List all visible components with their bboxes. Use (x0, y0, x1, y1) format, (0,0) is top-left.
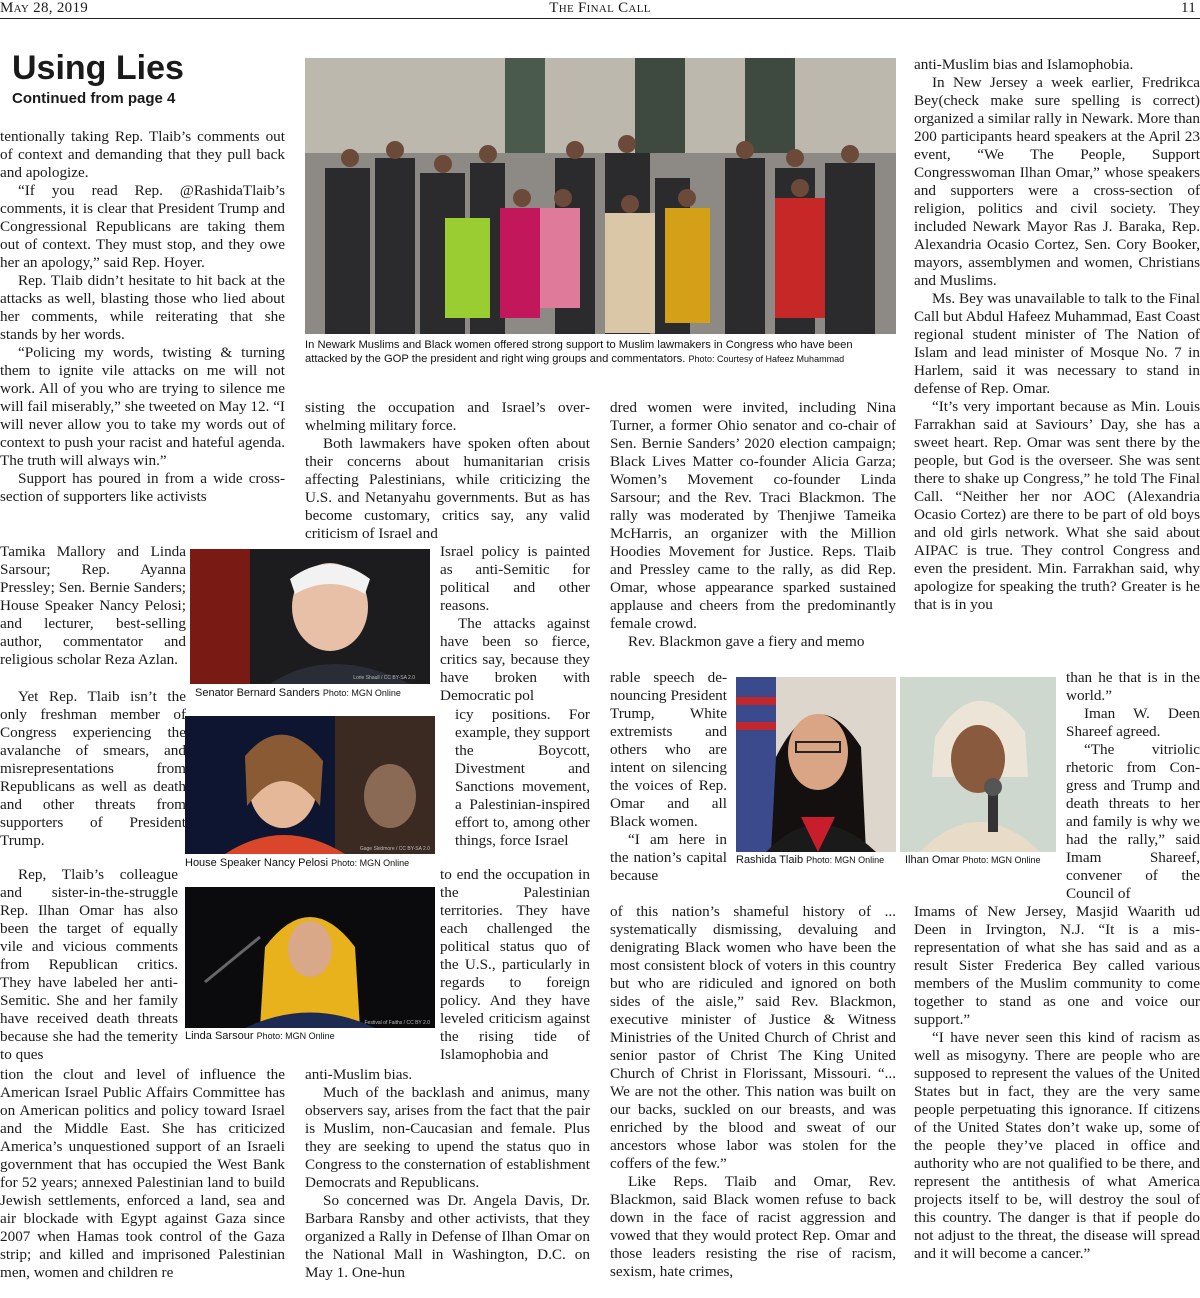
col1-paragraph: “If you read Rep. @RashidaTlaib’s comments, it is clear that President Trump and Congressional Republicans are taking them out of context. They must stop, and they owe her an apology,” said Rep. Hoyer. (0, 182, 285, 271)
photo-rashida-tlaib (736, 677, 896, 852)
col2-paragraph: icy positions. For example, they support the Boycott, Divestment and Sanctions movement, a Palestinian-inspired effort to, among other things, force Israel (455, 706, 590, 849)
omar-caption (905, 854, 1065, 867)
column-4-bottom (914, 903, 1200, 1298)
column-2-beside-sanders (440, 543, 590, 713)
column-4-beside-omar (1066, 669, 1200, 904)
col1-paragraph: Yet Rep. Tlaib isn’t the only freshman member of Congress experiencing the avalanche of smears, and misrepresentations from Republicans as well as death and other threats from supporters of President Trump. (0, 688, 186, 849)
sarsour-caption-text: Linda Sarsour (185, 1030, 254, 1042)
main-photo-newark-rally (305, 58, 896, 334)
col3-paragraph: “I am here in the nation’s capital because (610, 831, 727, 884)
sarsour-credit: Photo: MGN Online (256, 1031, 335, 1041)
col2-paragraph: Israel policy is painted as anti-Semitic for political and other reasons. (440, 543, 590, 614)
col1-paragraph: tentionally taking Rep. Tlaib’s comments out of context and demanding that they pull back and apologize. (0, 128, 285, 181)
column-2-bottom (305, 1066, 590, 1298)
sanders-caption-text: Senator Bernard Sanders (195, 687, 320, 699)
page-number: 11 (1180, 0, 1196, 16)
col3-paragraph: dred women were invited, including Nina Turner, a former Ohio senator and co-chair of Sen. Bernie Sanders’ 2020 election campaign; Black Lives Matter co-founder Alicia Garza; Women’s Movement co-founder Linda Sarsour; and the Rev. Traci Blackmon. The rally was moderated by Thenjiwe Tameika McHarris, an organizer with the Million Hoodies Movement for Justice. Reps. Tlaib and Pressley came to the rally, as did Rep. Omar, whose appearance sparked sustained applause and cheers from the predominantly female crowd. (610, 399, 896, 632)
col1-paragraph: Rep, Tlaib’s colleague and sister-in-the-struggle Rep. Ilhan Omar has also been the target of equally vile and vicious comments from Republican critics. They have labeled her anti-Semitic. She and her family have received death threats because she had the temerity to ques (0, 866, 178, 1063)
tlaib-caption-text: Rashida Tlaib (736, 854, 804, 866)
pelosi-photo-watermark: Gage Skidmore / CC BY-SA 2.0 (359, 846, 430, 852)
column-1-bottom (0, 1066, 285, 1298)
issue-date: May 28, 2019 (0, 0, 89, 16)
col2-paragraph: The attacks against have been so fierce, critics say, because they have broken with Democratic pol (440, 615, 590, 704)
publication-name: The Final Call (549, 0, 651, 16)
column-2-beside-sarsour (440, 866, 590, 1066)
photo-ilhan-omar (900, 677, 1056, 852)
main-photo-credit: Photo: Courtesy of Hafeez Muhammad (688, 354, 845, 364)
column-3-top (610, 399, 896, 679)
column-1-beside-sarsour (0, 866, 178, 1071)
col2-paragraph: to end the occupation in the Palestinian territories. They have each challenged the political status quo of the U.S., particularly in regards to foreign policy. And they have leveled criticism against the rising tide of Islamophobia and (440, 866, 590, 1063)
sanders-credit: Photo: MGN Online (322, 688, 401, 698)
col4-paragraph: Iman W. Deen Shareef agreed. (1066, 705, 1200, 740)
column-4-top (914, 56, 1200, 671)
column-3-beside-tlaib (610, 669, 727, 904)
pelosi-credit: Photo: MGN Online (331, 858, 410, 868)
col4-paragraph: “The vitriolic rhetoric from Congress and Trump and death threats to her and family is why we had the rally,” said Imam Shareef, convener of the Council of (1066, 741, 1200, 902)
tlaib-caption (736, 854, 901, 867)
col3-paragraph: rable speech denouncing President Trump, White extremists and others who are intent on silencing the voices of Rep. Omar and all Black women. (610, 669, 727, 830)
col3-paragraph: Rev. Blackmon gave a fiery and memo (628, 633, 865, 650)
col2-paragraph: Both lawmakers have spoken often about their concerns about humanitarian crisis affecting Palestinians, while criticizing the U.S. and Netanyahu governments. But as has become customary, critics say, any valid criticism of Israel and (305, 435, 590, 542)
col2-paragraph: So concerned was Dr. Angela Davis, Dr. Barbara Ransby and other activists, that they organized a Rally in Defense of Ilhan Omar on the National Mall in Washington, D.C. on May 1. One-hun (305, 1192, 590, 1281)
col4-paragraph: In New Jersey a week earlier, Fredrikca Bey(check make sure spelling is correct) organized a similar rally in Newark. More than 200 participants heard speakers at the April 23 event, “We The People, Support Congresswoman Ilhan Omar,” whose speakers and supporters were a cross-section of religion, politics and civil society. They included Newark Mayor Ras J. Baraka, Rep. Alexandria Ocasio Cortez, Sen. Cory Booker, mayors, assemblymen and women, Christians and Muslims. (914, 74, 1200, 289)
continued-from: Continued from page 4 (12, 90, 176, 107)
col2-paragraph: Much of the backlash and animus, many observers say, arises from the fact that the pair is Muslim, non-Caucasian and female. Plus they are seeking to upend the status quo in Congress to the consternation of establishment Democrats and Republicans. (305, 1084, 590, 1191)
column-1-top (0, 128, 285, 548)
omar-caption-text: Ilhan Omar (905, 854, 960, 866)
col3-paragraph: of this nation’s shameful history of ... systematically dismissing, devaluing and denigrating Black women who have been the most consistent block of voters in this country but who are ridiculed and ignored on both sides of the aisle,” said Rev. Blackmon, executive minister of Justice & Witness Ministries of the United Church of Christ and senior pastor of Christ The King United Church of Christ in Florissant, Missouri. “... We are not the other. This nation was built on our backs, suckled on our breasts, and was enriched by the blood and sweat of our ancestors whose labor was stolen for the coffers of the few.” (610, 903, 896, 1172)
main-photo-caption (305, 338, 896, 366)
col1-paragraph: tion the clout and level of influence the American Israel Public Affairs Committee has on American politics and policy toward Israel and the Middle East. She has criticized America’s unquestioned support of an Israeli government that has occupied the West Bank for 52 years; annexed Palestinian land to build Jewish settlements, enforced a land, sea and air blockade with Egypt against Gaza since 2007 when Hamas took control of the Gaza strip; and killed and imprisoned Palestinian men, women and children re (0, 1066, 285, 1281)
tlaib-credit: Photo: MGN Online (806, 855, 885, 865)
col2-paragraph: anti-Muslim bias. (305, 1066, 413, 1083)
col1-paragraph: Rep. Tlaib didn’t hesitate to hit back at the attacks as well, blasting those who lied about her comments, while reiterating that she stands by her words. (0, 272, 285, 343)
headline: Using Lies (12, 49, 184, 87)
pelosi-caption (185, 857, 445, 870)
col4-paragraph: “I have never seen this kind of racism as well as misogyny. There are people who are supposed to represent the values of the United States but in fact, they are the very same people perpetuating this ignorance. If citizens of the United States don’t wake up, some of the people they’ve placed in office and authority who are not qualified to be there, and represent the antithesis of what America projects itself to be, will destroy the soul of this country. The danger is that if people do not adjust to the threat, the disease will spread and it will become a cancer.” (914, 1029, 1200, 1262)
sarsour-caption (185, 1030, 445, 1043)
photo-bernie-sanders (190, 549, 430, 684)
col3-paragraph: Like Reps. Tlaib and Omar, Rev. Blackmon, said Black women refuse to back down in the face of racist aggression and vowed that they would protect Rep. Omar and those leaders resisting the rise of racism, sexism, hate crimes, (610, 1173, 896, 1280)
col4-paragraph: “It’s very important because as Min. Louis Farrakhan said at Saviours’ Day, she has a sweet heart. Rep. Omar was sent there by the people, but God is the overseer. She was sent there to shake up Congress,” he told The Final Call. “Neither her nor AOC (Alexandria Ocasio Cortez) are there to be part of old boys and old girls network. What she said about AIPAC is true. They control Congress and even the president. Min. Farrakhan said, why apologize for speaking the truth? Greater is he that is in you (914, 398, 1200, 613)
col1-paragraph: “Policing my words, twisting & turning them to ignite vile attacks on me will not work. All of you who are trying to silence me will fail miserably,” she tweeted on May 12. “I will never allow you to take my words out of context to push your racist and hateful agenda. The truth will always win.” (0, 344, 285, 469)
main-photo-caption-text: In Newark Muslims and Black women offered strong support to Muslim lawmakers in Congress who have been attacked by the GOP the president and right wing groups and commentators. (305, 339, 853, 365)
photo-nancy-pelosi (185, 716, 435, 854)
column-1-beside-pelosi (0, 688, 186, 850)
omar-credit: Photo: MGN Online (962, 855, 1041, 865)
col2-paragraph: sisting the occupation and Israel’s overwhelming military force. (305, 399, 590, 434)
col4-paragraph: anti-Muslim bias and Islamophobia. (914, 56, 1134, 73)
sanders-caption (195, 687, 435, 700)
col4-paragraph: Imams of New Jersey, Masjid Waarith ud Deen in Irvington, N.J. “It is a misrepresentation of what she has said and as a result Sister Frederica Bey called various members of the Muslim community to come together to stand as one and voice our support.” (914, 903, 1200, 1028)
column-3-bottom (610, 903, 896, 1298)
col1-paragraph: Tamika Mallory and Linda Sarsour; Rep. Ayanna Pressley; Sen. Bernie Sanders; House Speaker Nancy Pelosi; and lecturer, best-selling author, commentator and religious scholar Reza Azlan. (0, 543, 186, 668)
sarsour-photo-watermark: Festival of Faiths / CC BY 2.0 (364, 1020, 430, 1026)
col1-paragraph: Support has poured in from a wide cross-section of supporters like activists (0, 470, 285, 505)
header-rule (0, 18, 1200, 19)
column-2-top (305, 399, 590, 549)
pelosi-caption-text: House Speaker Nancy Pelosi (185, 857, 329, 869)
photo-linda-sarsour (185, 887, 435, 1028)
col4-paragraph: Ms. Bey was unavailable to talk to the Final Call but Abdul Hafeez Muhammad, East Coast regional student minister of The Nation of Islam and lead minister of Mosque No. 7 in Harlem, said it was necessary to stand in defense of Rep. Omar. (914, 290, 1200, 397)
col4-paragraph: than he that is in the world.” (1066, 669, 1200, 704)
column-2-beside-pelosi (455, 706, 590, 871)
sanders-photo-watermark: Lorie Shaull / CC BY-SA 2.0 (353, 675, 415, 681)
